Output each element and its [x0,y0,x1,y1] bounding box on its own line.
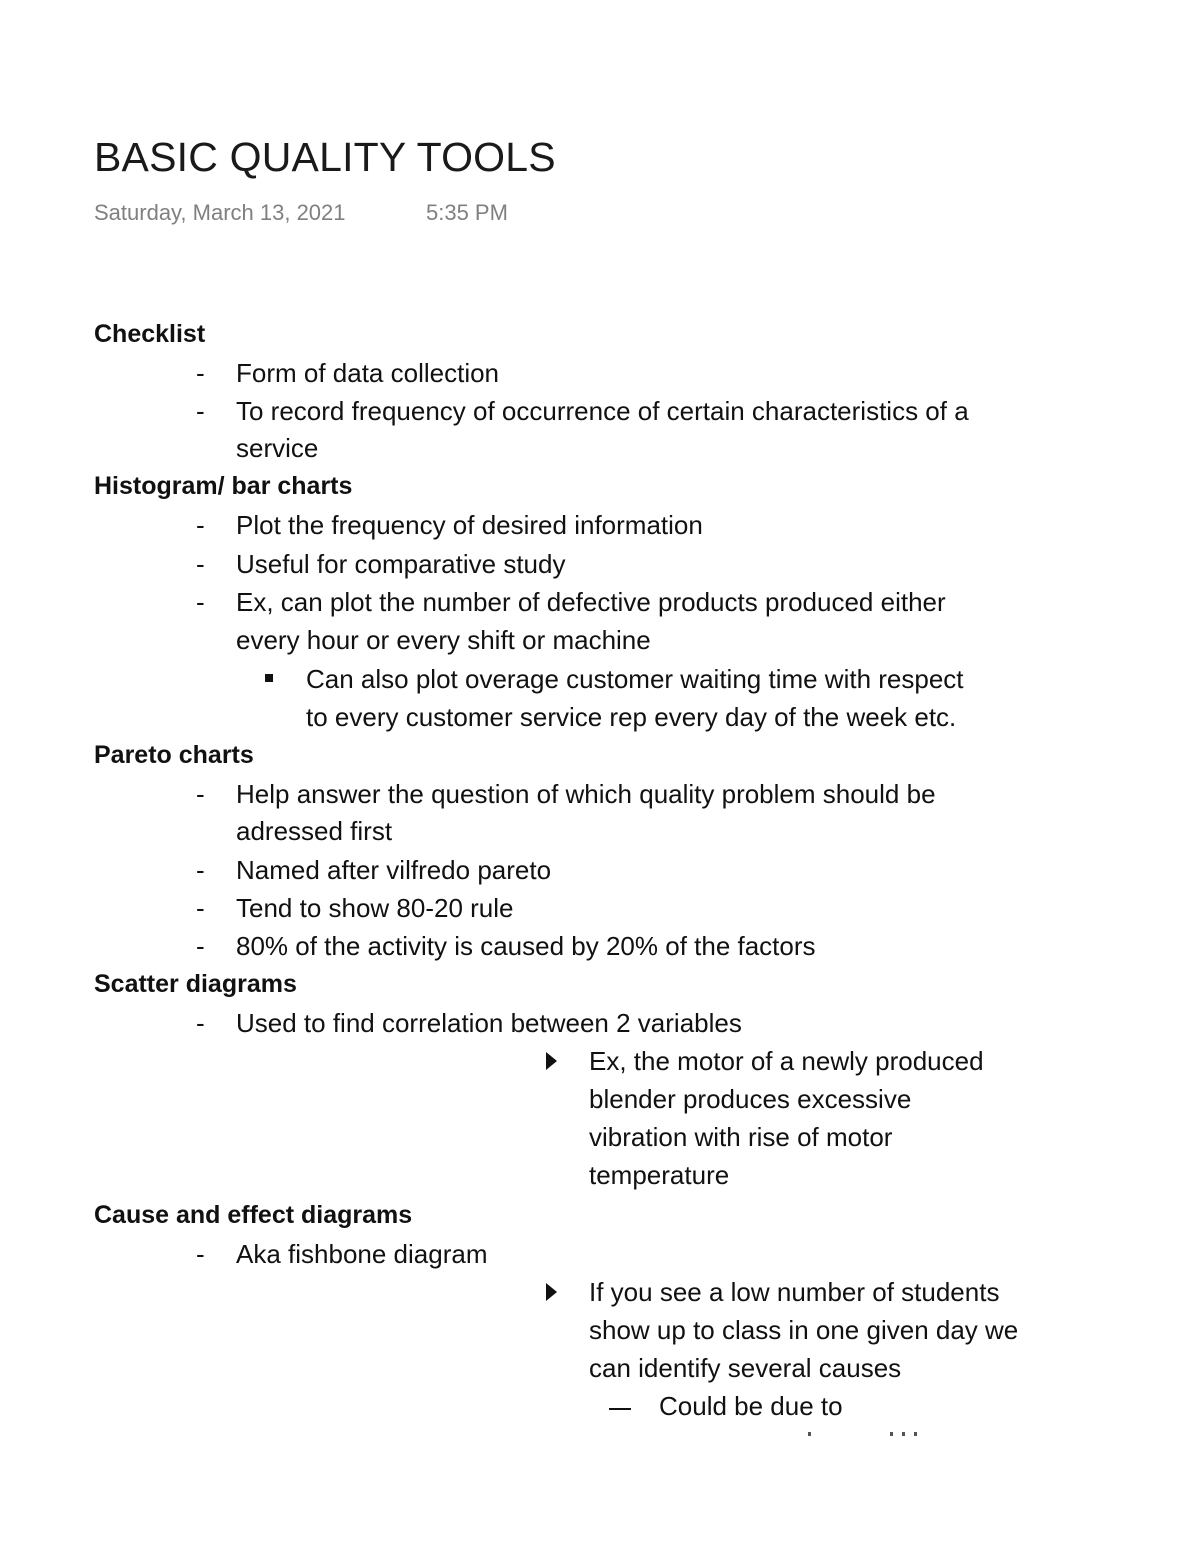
sub-note-line: Could be due to [659,1391,843,1421]
list-item: Ex, can plot the number of defective products produced either [236,587,946,617]
dash-bullet: - [196,893,205,923]
note-date: Saturday, March 13, 2021 [94,200,346,225]
note-line: blender produces excessive [589,1084,912,1114]
triangle-bullet-icon [546,1283,557,1301]
triangle-bullet-icon [546,1052,557,1070]
list-item: Used to find correlation between 2 variables [236,1008,742,1038]
dash-bullet: - [196,1008,205,1038]
note-line: Ex, the motor of a newly produced [589,1046,984,1076]
list-item: To record frequency of occurrence of certain characteristics of a [236,396,969,426]
sub-list-item-continued: to every customer service rep every day of the week etc. [306,702,957,732]
note-line: If you see a low number of students [589,1277,1000,1307]
dash-bullet: - [196,855,205,885]
dash-bullet: - [196,1239,205,1269]
note-line: show up to class in one given day we [589,1315,1019,1345]
en-dash-bullet [609,1408,631,1410]
section-heading-checklist: Checklist [94,320,206,348]
sub-list-item: Can also plot overage customer waiting time with respect [306,664,964,694]
section-heading-pareto: Pareto charts [94,741,254,769]
note-time: 5:35 PM [426,200,508,225]
list-item: Named after vilfredo pareto [236,855,552,885]
list-item: Form of data collection [236,358,500,388]
dash-bullet: - [196,549,205,579]
dash-bullet: - [196,587,205,617]
dash-bullet: - [196,510,205,540]
list-item-continued: adressed first [236,816,393,846]
list-item-continued: every hour or every shift or machine [236,625,651,655]
list-item-continued: service [236,433,319,463]
note-line: vibration with rise of motor [589,1122,893,1152]
list-item: 80% of the activity is caused by 20% of the factors [236,931,816,961]
section-heading-cause-effect: Cause and effect diagrams [94,1201,413,1229]
note-line: temperature [589,1160,730,1190]
list-item: Help answer the question of which quality problem should be [236,779,936,809]
section-heading-scatter: Scatter diagrams [94,970,297,998]
dash-bullet: - [196,358,205,388]
dash-bullet: - [196,396,205,426]
dash-bullet: - [196,779,205,809]
dash-bullet: - [196,931,205,961]
clipped-text-fragment [780,1432,940,1438]
square-bullet-icon [265,674,273,682]
list-item: Tend to show 80-20 rule [236,893,514,923]
section-heading-histogram: Histogram/ bar charts [94,472,353,500]
list-item: Aka fishbone diagram [236,1239,488,1269]
note-line: can identify several causes [589,1353,902,1383]
list-item: Useful for comparative study [236,549,566,579]
page-title: BASIC QUALITY TOOLS [94,134,556,180]
list-item: Plot the frequency of desired information [236,510,703,540]
